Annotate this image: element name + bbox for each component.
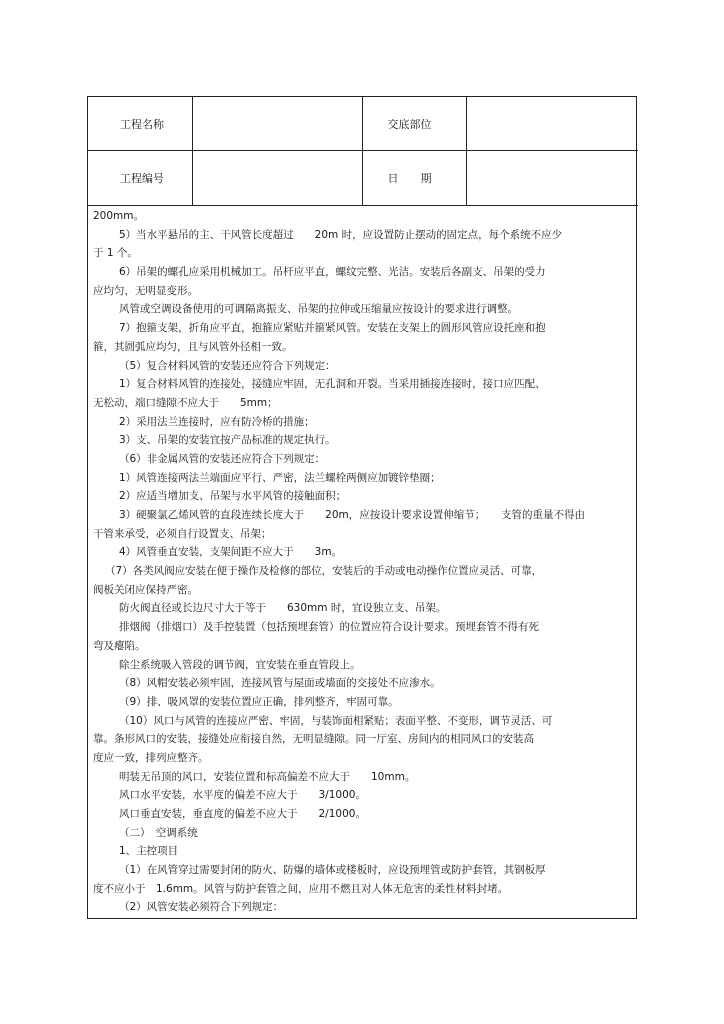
content-line: 200mm。 (93, 210, 144, 222)
content-line: 5）当水平悬吊的主、干风管长度超过 20m 时，应设置防止摆动的固定点，每个系统不应少 (119, 228, 563, 241)
content-line: 明装无吊顶的风口，安装位置和标高偏差不应大于 10mm。 (119, 770, 416, 783)
location-field[interactable] (466, 97, 638, 151)
content-line: 2）采用法兰连接时，应有防冷桥的措施； (119, 415, 315, 428)
content-line: 阀板关闭应保持严密。 (93, 583, 198, 596)
date-field[interactable] (466, 151, 638, 206)
content-line: 风管或空调设备使用的可调隔离振支、吊架的拉伸或压缩量应按设计的要求进行调整。 (119, 303, 518, 316)
content-line: （8）风帽安装必须牢固，连接风管与屋面或墙面的交接处不应渗水。 (119, 677, 441, 690)
content-line: 3）支、吊架的安装宜按产品标准的规定执行。 (119, 434, 336, 447)
disclosure-content (93, 207, 630, 917)
subsection-heading: 1、主控项目 (119, 845, 179, 858)
content-line: （7）各类风阀应安装在便于操作及检修的部位，安装后的手动或电动操作位置应灵活、可靠， (105, 565, 543, 578)
header-row-2 (88, 151, 638, 206)
section-heading: （二） 空调系统 (119, 826, 198, 839)
header-table (88, 97, 638, 206)
content-line: 1）风管连接两法兰端面应平行、严密，法兰螺栓两侧应加镀锌垫圈； (119, 471, 441, 484)
content-line: 应均匀，无明显变形。 (93, 284, 198, 297)
content-line: （5）复合材料风管的安装还应符合下列规定： (119, 359, 336, 372)
project-name-field[interactable] (192, 97, 362, 151)
content-line: 2）应适当增加支、吊架与水平风管的接触面积； (119, 490, 347, 503)
content-line: 度不应小于 1.6mm。风管与防护套管之间，应用不燃且对人体无危害的柔性材料封堵。 (93, 882, 509, 895)
location-label: 交底部位 (362, 97, 466, 151)
content-line: 于 1 个。 (93, 247, 138, 260)
content-line: 箍，其圆弧应均匀，且与风管外径相一致。 (93, 340, 293, 353)
date-label: 日 期 (362, 151, 466, 206)
content-line: （9）排、吸风罩的安装位置应正确，排列整齐，牢固可靠。 (119, 695, 399, 708)
project-name-label: 工程名称 (88, 97, 192, 151)
content-line: 风口水平安装，水平度的偏差不应大于 3/1000。 (119, 789, 366, 802)
content-line: 除尘系统吸入管段的调节阀，宜安装在垂直管段上。 (119, 658, 361, 671)
content-line: 防火阀直径或长边尺寸大于等于 630mm 时，宜设独立支、吊架。 (119, 602, 447, 615)
content-line: 无松动，端口缝隙不应大于 5mm； (93, 396, 278, 409)
content-line: 1）复合材料风管的连接处，接缝应牢固，无孔洞和开裂。当采用插接连接时，接口应匹配、 (119, 378, 546, 391)
content-line: 6）吊架的螺孔应采用机械加工。吊杆应平直，螺纹完整、光洁。安装后各副支、吊架的受力 (119, 266, 546, 279)
content-line: 排烟阀（排烟口）及手控装置（包括预埋套管）的位置应符合设计要求。预埋套管不得有死 (119, 621, 539, 634)
disclosure-sheet (87, 96, 637, 919)
content-line: 3）硬聚氯乙烯风管的直段连续长度大于 20m，应按设计要求设置伸缩节； 支管的重量不得由 (119, 509, 586, 521)
content-line: （10）风口与风管的连接应严密、牢固，与装饰面相紧贴；表面平整、不变形，调节灵活、可 (119, 714, 553, 727)
content-line: 靠。条形风口的安装，接缝处应衔接自然，无明显缝隙。同一厅室、房间内的相同风口的安装高 (93, 733, 534, 746)
content-line: 7）抱箍支架，折角应平直，抱箍应紧贴并箍紧风管。安装在支架上的圆形风管应设托座和抱 (119, 322, 546, 335)
content-line: 度应一致，排列应整齐。 (93, 751, 209, 764)
content-line: （6）非金属风管的安装还应符合下列规定： (119, 452, 326, 465)
content-line: （2）风管安装必须符合下列规定： (119, 901, 284, 914)
header-row-1 (88, 97, 638, 151)
content-line: 干管来承受，必须自行设置支、吊架； (93, 527, 272, 540)
content-line: 弯及瘪陷。 (93, 639, 146, 652)
content-line: 风口垂直安装，垂直度的偏差不应大于 2/1000。 (119, 808, 366, 820)
content-line: （1）在风管穿过需要封闭的防火、防爆的墙体或楼板时，应设预埋管或防护套管，其钢板厚 (119, 864, 546, 877)
content-line: 4）风管垂直安装，支架间距不应大于 3m。 (119, 546, 343, 559)
project-no-field[interactable] (192, 151, 362, 206)
project-no-label: 工程编号 (88, 151, 192, 206)
